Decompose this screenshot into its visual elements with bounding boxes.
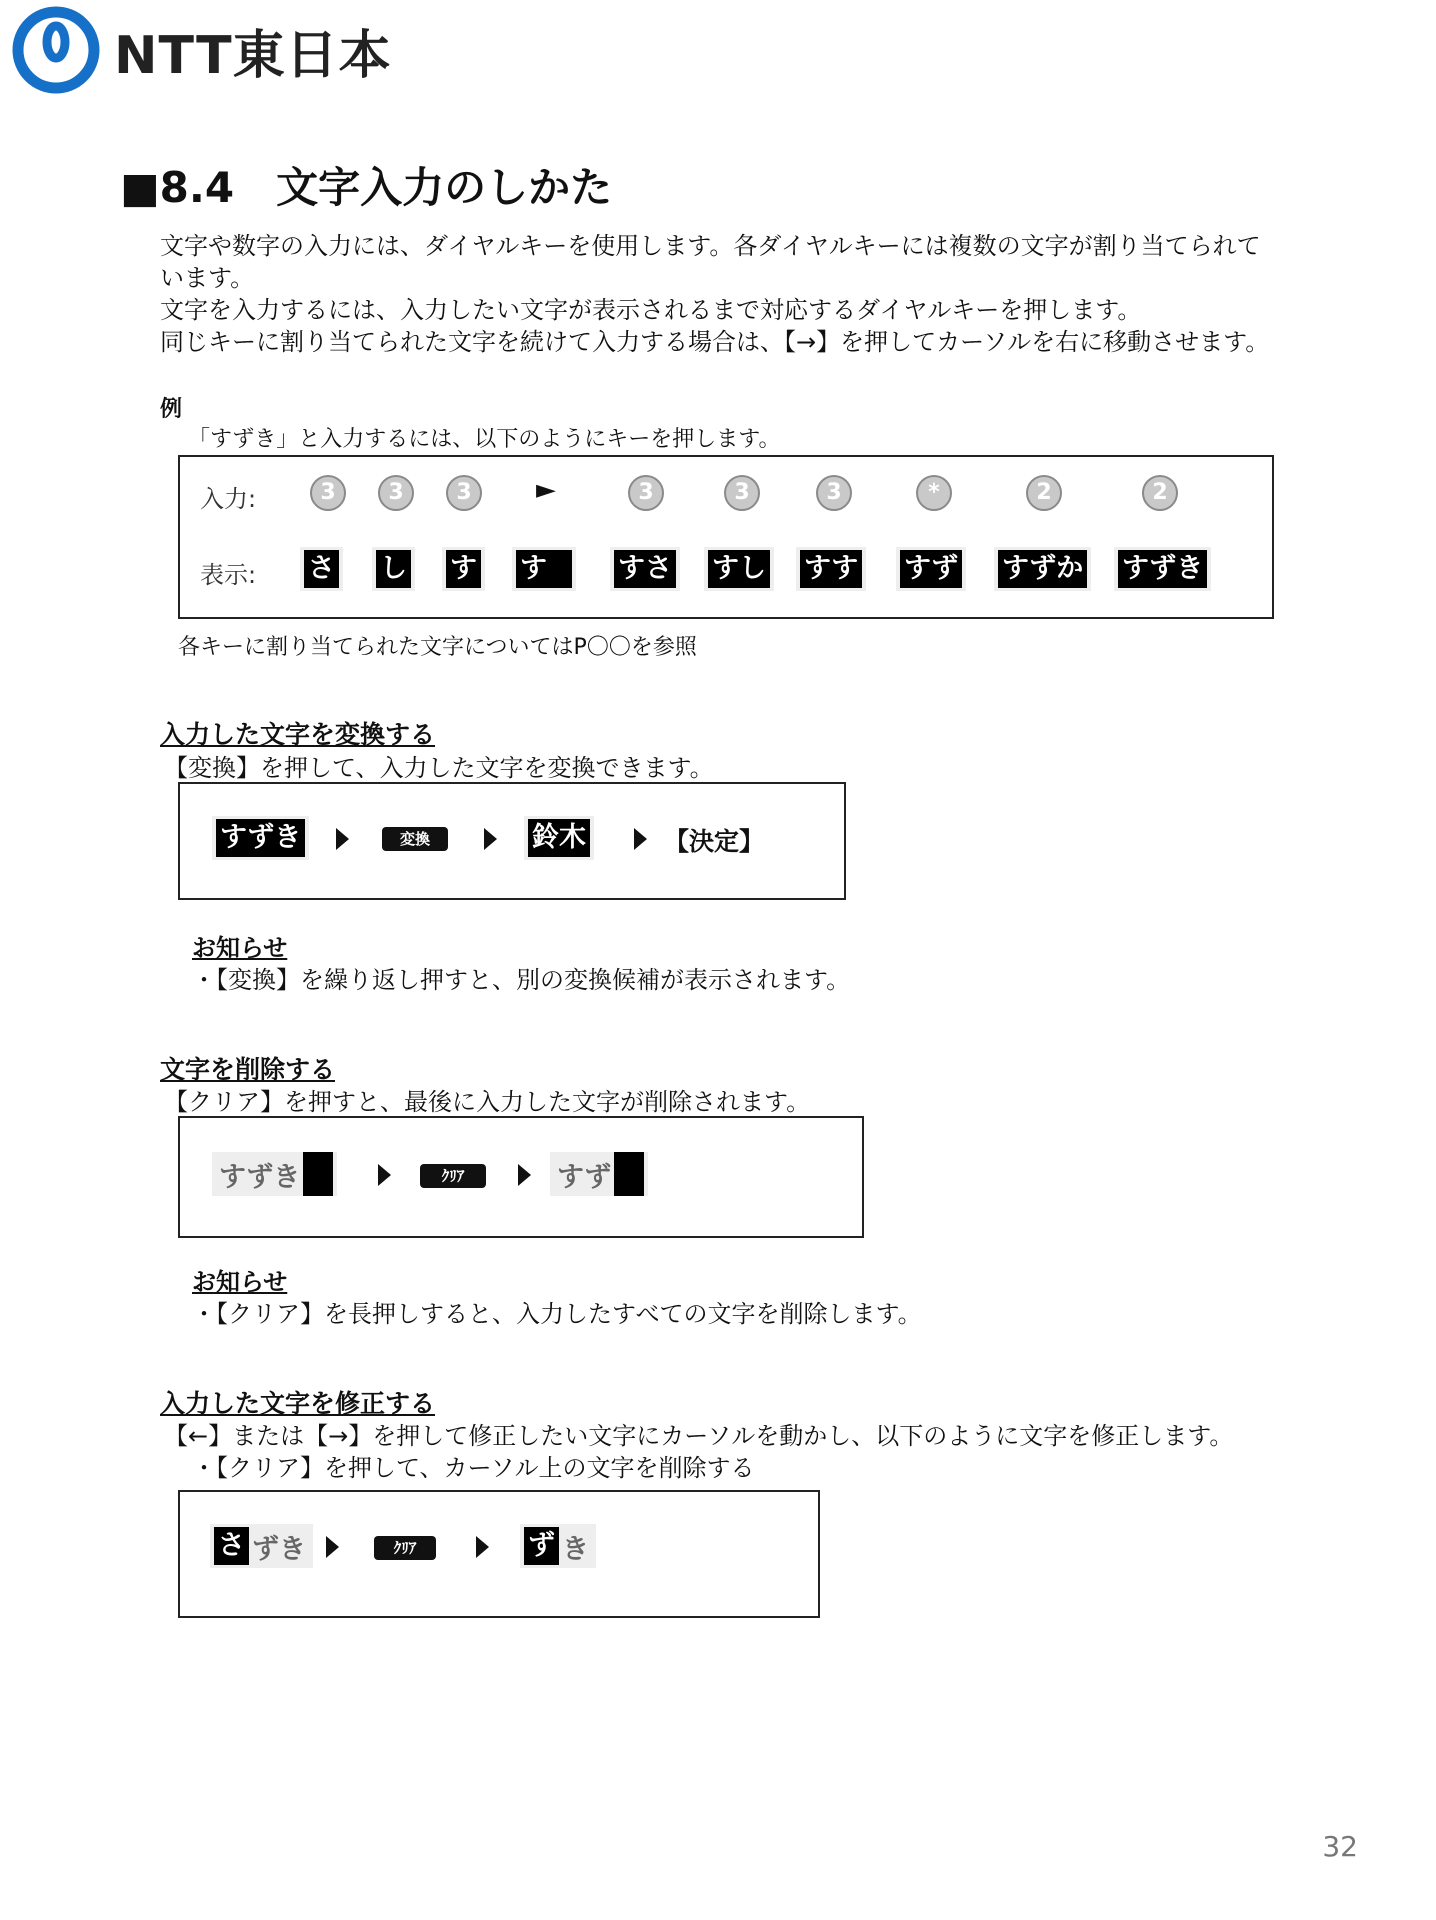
section-heading-convert: 入力した文字を変換する bbox=[160, 720, 436, 749]
display-text: ずき bbox=[252, 1533, 306, 1565]
delete-box bbox=[178, 1116, 864, 1238]
modify-box bbox=[178, 1490, 820, 1618]
display-text: すず bbox=[557, 1161, 612, 1193]
section-heading-modify: 入力した文字を修正する bbox=[160, 1389, 436, 1418]
example-description: 「すずき」と入力するには、以下のようにキーを押します。 bbox=[188, 427, 781, 452]
logo-text: NTT東日本 bbox=[114, 25, 392, 86]
right-arrow-icon: ► bbox=[536, 475, 556, 505]
display-text: き bbox=[562, 1533, 589, 1565]
display-text: 鈴木 bbox=[528, 819, 590, 857]
intro-line-4: 同じキーに割り当てられた文字を続けて入力する場合は、【→】を押してカーソルを右に移動させます。 bbox=[160, 328, 1270, 356]
display-screen bbox=[300, 547, 343, 591]
display-text: すずか bbox=[998, 550, 1087, 588]
display-screen bbox=[524, 816, 594, 860]
convert-box bbox=[178, 782, 846, 900]
display-screen bbox=[512, 547, 576, 591]
display-text: すす bbox=[800, 550, 862, 588]
notice-heading: お知らせ bbox=[192, 934, 288, 962]
key-3-icon: 3 bbox=[310, 475, 346, 511]
display-screen bbox=[994, 547, 1091, 591]
display-screen bbox=[704, 547, 774, 591]
notice-text: ・【クリア】を長押しすると、入力したすべての文字を削除します。 bbox=[192, 1300, 922, 1328]
cursor bbox=[303, 1152, 333, 1196]
notice-text: ・【変換】を繰り返し押すと、別の変換候補が表示されます。 bbox=[192, 966, 851, 994]
section-heading-delete: 文字を削除する bbox=[160, 1055, 336, 1084]
brand-logo bbox=[12, 6, 392, 94]
arrow-right-icon bbox=[378, 1164, 391, 1186]
display-text: すずき bbox=[219, 1161, 301, 1193]
display-text: し bbox=[376, 550, 411, 588]
display-text: すずき bbox=[1118, 550, 1207, 588]
page-title: ■8.4 文字入力のしかた bbox=[120, 163, 613, 212]
softkey-clear: ｸﾘｱ bbox=[420, 1164, 486, 1188]
key-3-icon: 3 bbox=[724, 475, 760, 511]
arrow-right-icon bbox=[326, 1536, 339, 1558]
delete-text: 【クリア】を押すと、最後に入力した文字が削除されます。 bbox=[164, 1088, 811, 1116]
intro-line-1: 文字や数字の入力には、ダイヤルキーを使用します。各ダイヤルキーには複数の文字が割り当てられて bbox=[160, 232, 1261, 260]
modify-text: 【←】または【→】を押して修正したい文字にカーソルを動かし、以下のように文字を修正します。 bbox=[164, 1422, 1234, 1450]
display-screen bbox=[212, 1152, 337, 1196]
arrow-right-icon bbox=[336, 828, 349, 850]
example-note: 各キーに割り当てられた文字についてはP〇〇を参照 bbox=[178, 635, 697, 660]
display-text: すずき bbox=[216, 819, 305, 857]
cursor-char: ず bbox=[524, 1527, 559, 1565]
cursor-char: さ bbox=[214, 1527, 249, 1565]
key-2-icon: 2 bbox=[1142, 475, 1178, 511]
display-text: す bbox=[446, 550, 481, 588]
display-screen bbox=[796, 547, 866, 591]
display-screen bbox=[896, 547, 966, 591]
input-label: 入力: bbox=[200, 485, 257, 513]
cursor bbox=[614, 1152, 644, 1196]
intro-line-2: います。 bbox=[160, 264, 255, 292]
display-text: すず bbox=[900, 550, 962, 588]
softkey-convert: 変換 bbox=[382, 827, 448, 851]
ntt-logo-icon bbox=[12, 6, 100, 94]
display-text: すし bbox=[708, 550, 770, 588]
display-screen bbox=[212, 816, 309, 860]
display-screen bbox=[210, 1524, 313, 1568]
confirm-label: 【決定】 bbox=[664, 827, 765, 856]
display-screen bbox=[610, 547, 680, 591]
key-2-icon: 2 bbox=[1026, 475, 1062, 511]
arrow-right-icon bbox=[634, 828, 647, 850]
key-3-icon: 3 bbox=[628, 475, 664, 511]
arrow-right-icon bbox=[518, 1164, 531, 1186]
convert-text: 【変換】を押して、入力した文字を変換できます。 bbox=[164, 754, 714, 782]
key-3-icon: 3 bbox=[816, 475, 852, 511]
example-box bbox=[178, 455, 1274, 619]
display-screen bbox=[520, 1524, 596, 1568]
display-text: さ bbox=[304, 550, 339, 588]
display-screen bbox=[442, 547, 485, 591]
intro-line-3: 文字を入力するには、入力したい文字が表示されるまで対応するダイヤルキーを押します。 bbox=[160, 296, 1142, 324]
arrow-right-icon bbox=[476, 1536, 489, 1558]
key-asterisk-icon: * bbox=[916, 475, 952, 511]
example-label: 例 bbox=[160, 397, 183, 422]
key-3-icon: 3 bbox=[446, 475, 482, 511]
display-text: す bbox=[516, 550, 572, 588]
display-screen bbox=[1114, 547, 1211, 591]
display-text: すさ bbox=[614, 550, 676, 588]
display-screen bbox=[372, 547, 415, 591]
display-screen bbox=[550, 1152, 648, 1196]
key-3-icon: 3 bbox=[378, 475, 414, 511]
page-number: 32 bbox=[1322, 1830, 1358, 1863]
display-label: 表示: bbox=[200, 561, 257, 589]
notice-heading: お知らせ bbox=[192, 1268, 288, 1296]
softkey-clear: ｸﾘｱ bbox=[374, 1536, 436, 1560]
modify-bullet: ・【クリア】を押して、カーソル上の文字を削除する bbox=[192, 1454, 755, 1482]
arrow-right-icon bbox=[484, 828, 497, 850]
